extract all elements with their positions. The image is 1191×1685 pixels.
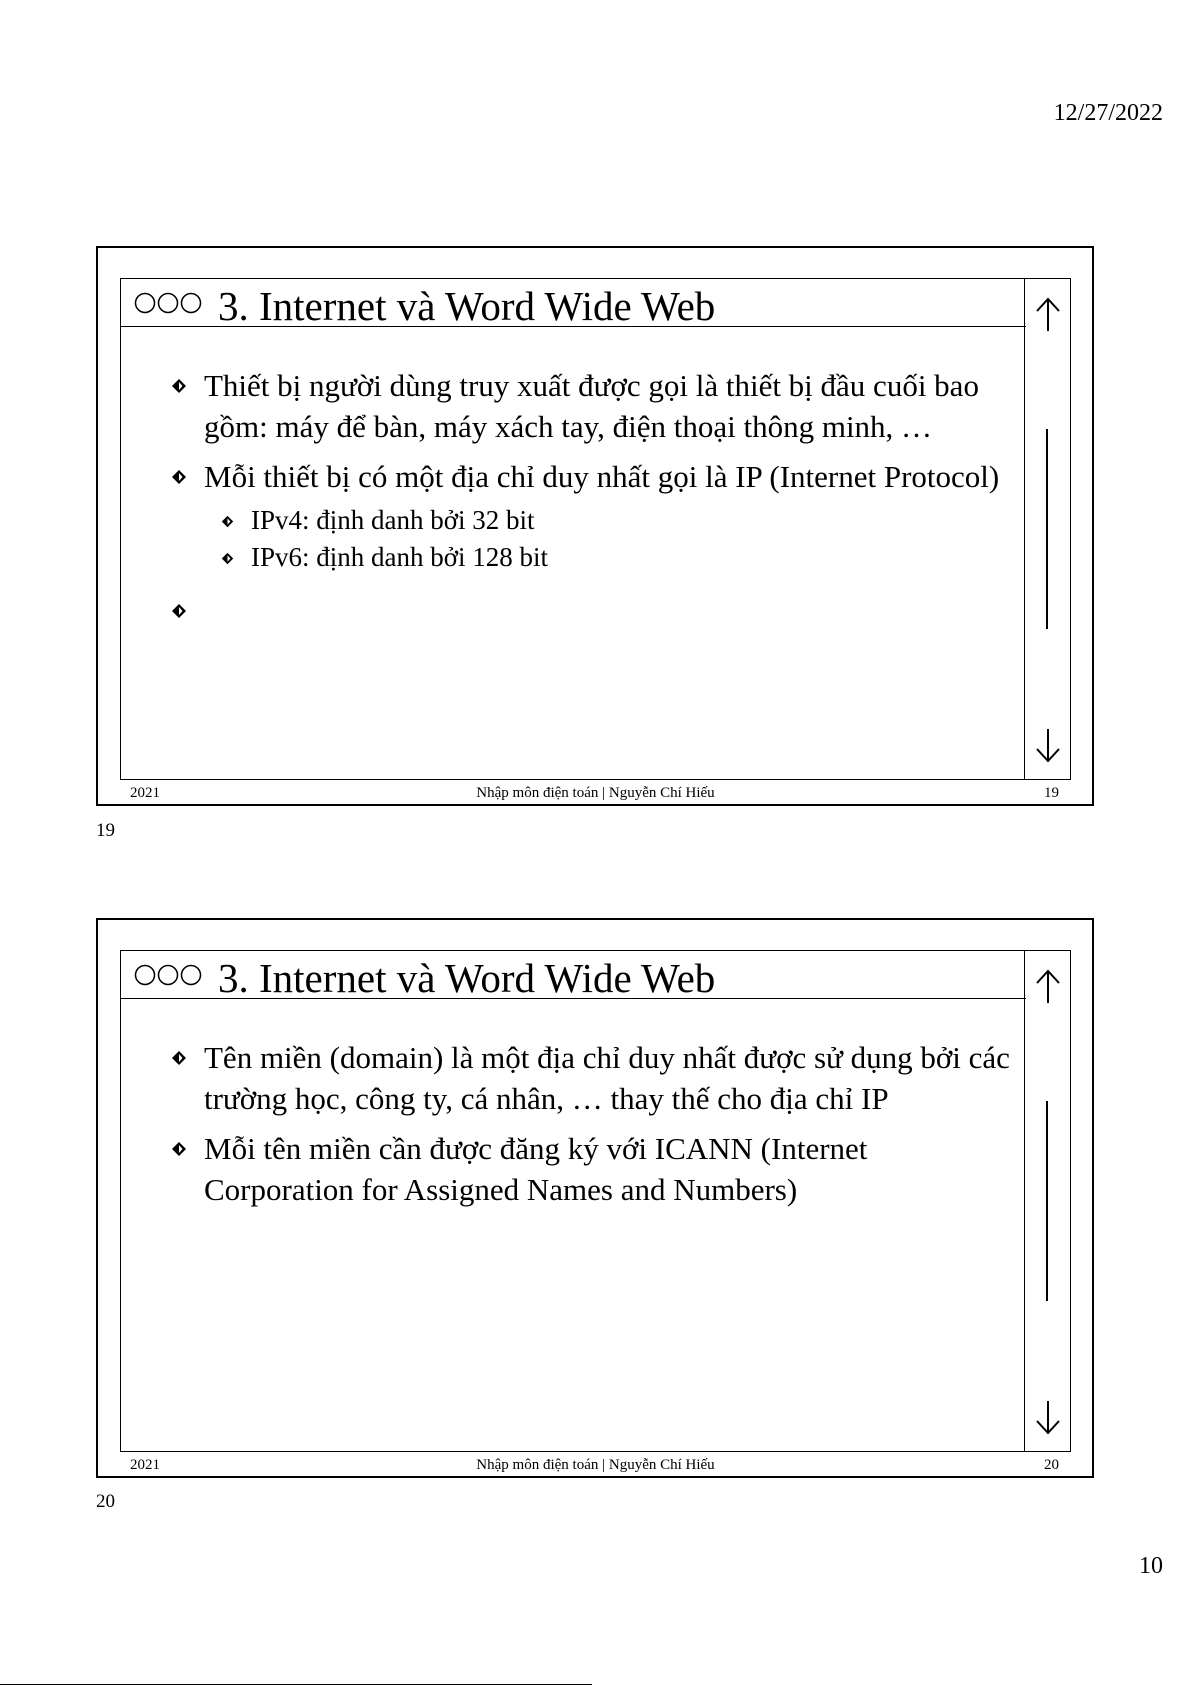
footer-slide-number: 19 bbox=[1044, 785, 1059, 801]
footer-course: Nhập môn điện toán | Nguyễn Chí Hiếu bbox=[476, 785, 715, 801]
footer-slide-number: 20 bbox=[1044, 1457, 1059, 1473]
page-number: 10 bbox=[1139, 1553, 1163, 1579]
slide-title: 3. Internet và Word Wide Web bbox=[218, 955, 716, 1001]
sub-bullet-item bbox=[171, 502, 1011, 539]
slide-label: 20 bbox=[96, 1491, 115, 1512]
footer-year: 2021 bbox=[130, 785, 160, 801]
scroll-track bbox=[1046, 429, 1048, 629]
bullet-item bbox=[171, 456, 1011, 497]
three-circles-icon bbox=[133, 291, 203, 315]
slide-19 bbox=[96, 246, 1094, 806]
diamond-bullet-icon bbox=[171, 378, 187, 394]
slide-footer bbox=[120, 1455, 1071, 1475]
slide-content bbox=[171, 1037, 1011, 1219]
navigation-column bbox=[1024, 951, 1070, 1451]
bullet-item-empty bbox=[171, 590, 1011, 631]
arrow-up-icon[interactable] bbox=[1025, 291, 1071, 337]
diamond-bullet-icon bbox=[171, 603, 187, 619]
page-date: 12/27/2022 bbox=[1053, 100, 1163, 126]
footer-year: 2021 bbox=[130, 1457, 160, 1473]
bullet-text: Mỗi thiết bị có một địa chỉ duy nhất gọi là IP (Internet Protocol) bbox=[204, 459, 1000, 494]
diamond-bullet-icon bbox=[171, 1050, 187, 1066]
navigation-column bbox=[1024, 279, 1070, 779]
bullet-text: Tên miền (domain) là một địa chỉ duy nhất được sử dụng bởi các trường học, công ty, cá nhân, … thay thế cho địa chỉ IP bbox=[204, 1040, 1010, 1116]
diamond-bullet-icon bbox=[171, 1141, 187, 1157]
slide-title: 3. Internet và Word Wide Web bbox=[218, 283, 716, 329]
three-circles-icon bbox=[133, 963, 203, 987]
arrow-down-icon[interactable] bbox=[1025, 723, 1071, 769]
bullet-text bbox=[204, 593, 212, 628]
sub-bullet-text: IPv4: định danh bởi 32 bit bbox=[251, 505, 535, 535]
slide-20 bbox=[96, 918, 1094, 1478]
arrow-down-icon[interactable] bbox=[1025, 1395, 1071, 1441]
scroll-track bbox=[1046, 1101, 1048, 1301]
slide-frame bbox=[120, 278, 1071, 780]
diamond-bullet-icon bbox=[221, 552, 234, 565]
bullet-text: Thiết bị người dùng truy xuất được gọi là thiết bị đầu cuối bao gồm: máy để bàn, máy xách tay, điện thoại thông minh, … bbox=[204, 368, 979, 444]
slide-frame bbox=[120, 950, 1071, 1452]
sub-bullet-item bbox=[171, 539, 1011, 576]
arrow-up-icon[interactable] bbox=[1025, 963, 1071, 1009]
slide-label: 19 bbox=[96, 820, 115, 841]
footer-course: Nhập môn điện toán | Nguyễn Chí Hiếu bbox=[476, 1457, 715, 1473]
bullet-item bbox=[171, 1037, 1011, 1119]
bullet-item bbox=[171, 1128, 1011, 1210]
title-bar bbox=[121, 951, 1026, 999]
bullet-item bbox=[171, 365, 1011, 447]
bullet-text: Mỗi tên miền cần được đăng ký với ICANN (Internet Corporation for Assigned Names and Numbers) bbox=[204, 1131, 868, 1207]
sub-bullet-text: IPv6: định danh bởi 128 bit bbox=[251, 542, 549, 572]
sub-list bbox=[171, 502, 1011, 576]
title-bar bbox=[121, 279, 1026, 327]
diamond-bullet-icon bbox=[171, 469, 187, 485]
diamond-bullet-icon bbox=[221, 515, 234, 528]
slide-footer bbox=[120, 783, 1071, 803]
slide-content bbox=[171, 365, 1011, 640]
